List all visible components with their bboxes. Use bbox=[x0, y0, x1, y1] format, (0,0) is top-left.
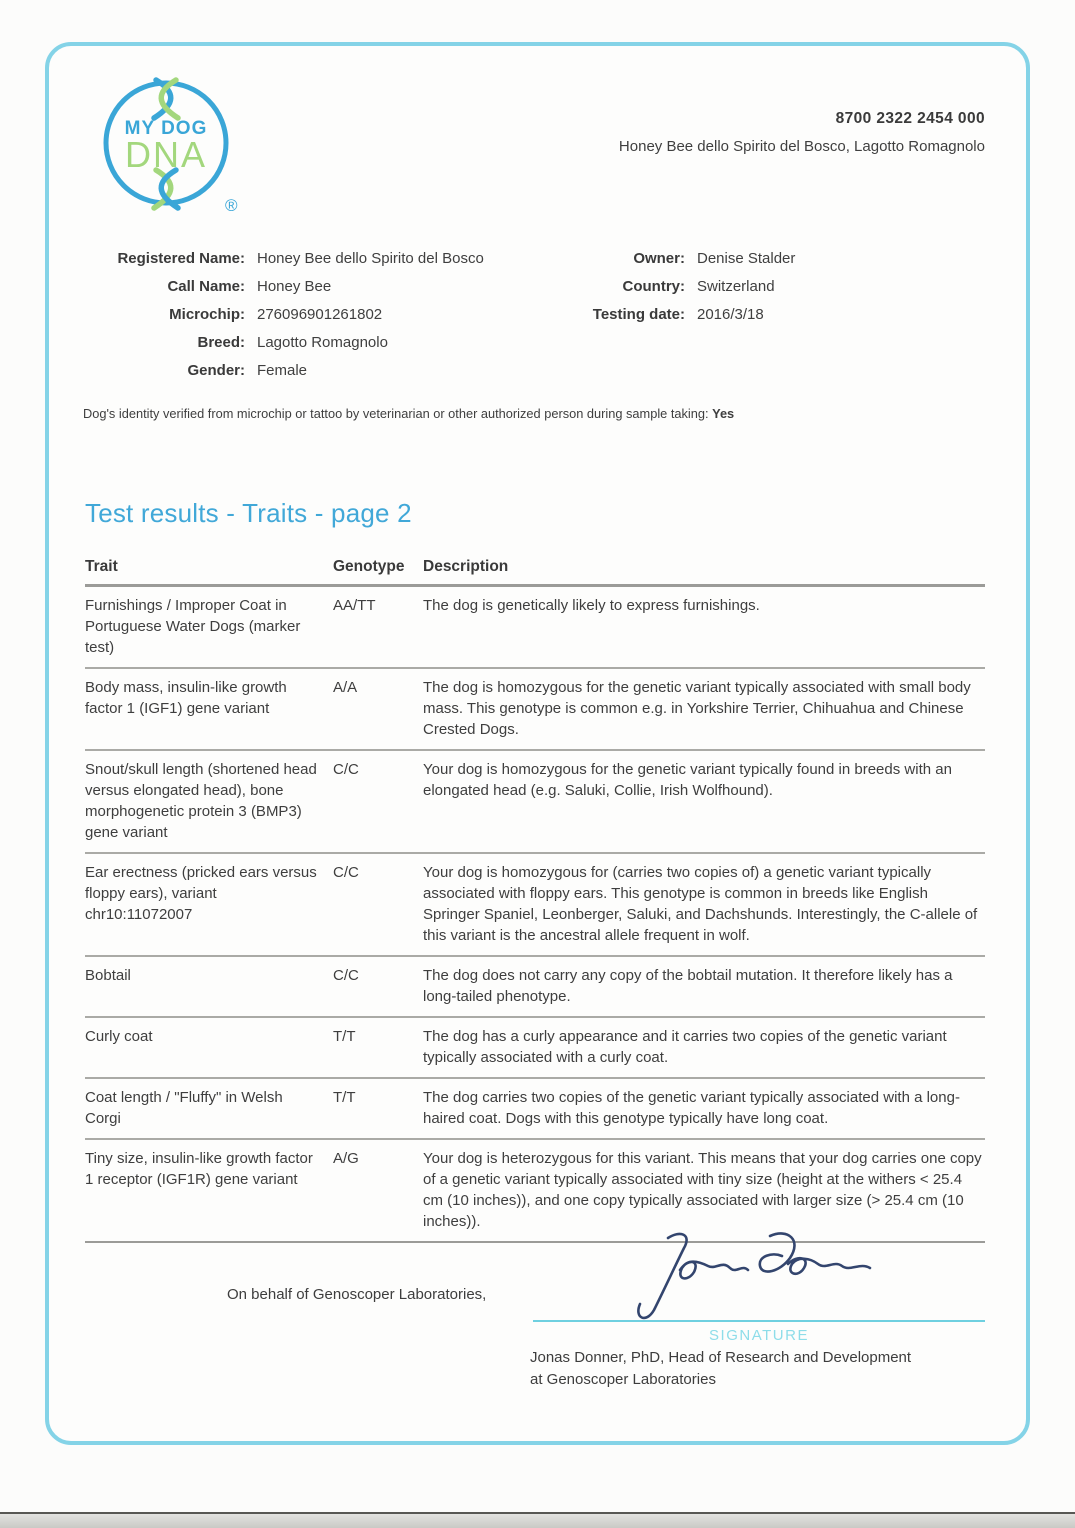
trait-cell: Tiny size, insulin-like growth factor 1 receptor (IGF1R) gene variant bbox=[85, 1150, 313, 1188]
table-body bbox=[85, 587, 985, 1243]
info-row bbox=[430, 278, 795, 295]
description-cell: Your dog is homozygous for (carries two copies of) a genetic variant typically associated with floppy ears. This genotype is common in breeds like English Springer Spaniel, Leonberger, Saluki, and Dachshunds. Interestingly, the C-allele of this variant is the ancestral allele frequent in wolf. bbox=[423, 864, 978, 944]
genotype-cell: C/C bbox=[333, 761, 359, 778]
description-cell: The dog is genetically likely to express furnishings. bbox=[423, 597, 760, 614]
signer-name-title: Jonas Donner, PhD, Head of Research and Development bbox=[530, 1349, 912, 1366]
info-value: 2016/3/18 bbox=[697, 306, 764, 323]
info-row bbox=[430, 250, 795, 267]
trait-cell: Curly coat bbox=[85, 1028, 153, 1045]
info-label: Country: bbox=[622, 278, 685, 295]
genotype-cell: C/C bbox=[333, 967, 359, 984]
info-value: Lagotto Romagnolo bbox=[257, 334, 388, 351]
signer-organization: at Genoscoper Laboratories bbox=[530, 1371, 716, 1388]
scan-edge-artifact bbox=[0, 1512, 1075, 1528]
info-label: Owner: bbox=[633, 250, 685, 267]
report-header-right bbox=[619, 110, 985, 155]
table-header-row bbox=[85, 558, 985, 587]
genotype-cell: A/G bbox=[333, 1150, 359, 1167]
genotype-cell: A/A bbox=[333, 679, 358, 696]
table-row bbox=[85, 854, 985, 957]
description-cell: The dog carries two copies of the genetic variant typically associated with a long-haired coat. Dogs with this genotype typically have long coat. bbox=[423, 1089, 960, 1127]
genotype-cell: C/C bbox=[333, 864, 359, 881]
info-value: Denise Stalder bbox=[697, 250, 796, 267]
info-row bbox=[430, 306, 795, 323]
trait-cell: Bobtail bbox=[85, 967, 131, 984]
mydogdna-logo-graphic bbox=[88, 68, 268, 228]
table-row bbox=[85, 751, 985, 854]
genotype-cell: AA/TT bbox=[333, 597, 376, 614]
info-label: Call Name: bbox=[167, 278, 245, 295]
dog-info-right-column bbox=[430, 250, 795, 334]
info-value: 276096901261802 bbox=[257, 306, 383, 323]
trait-cell: Body mass, insulin-like growth factor 1 (IGF1) gene variant bbox=[85, 679, 287, 717]
trait-cell: Snout/skull length (shortened head versus elongated head), bone morphogenetic protein 3 (BMP3) gene variant bbox=[85, 761, 317, 841]
description-cell: The dog does not carry any copy of the bobtail mutation. It therefore likely has a long-tailed phenotype. bbox=[423, 967, 953, 1005]
info-value: Switzerland bbox=[697, 278, 775, 295]
description-cell: Your dog is homozygous for the genetic variant typically found in breeds with an elongated head (e.g. Saluki, Collie, Irish Wolfhound). bbox=[423, 761, 952, 799]
table-row bbox=[85, 957, 985, 1018]
traits-results-table bbox=[85, 558, 985, 1243]
genotype-cell: T/T bbox=[333, 1028, 356, 1045]
info-row bbox=[85, 250, 484, 267]
column-header-trait: Trait bbox=[85, 558, 118, 575]
trait-cell: Furnishings / Improper Coat in Portuguese Water Dogs (marker test) bbox=[85, 597, 301, 656]
info-value: Honey Bee bbox=[257, 278, 332, 295]
table-row bbox=[85, 1079, 985, 1140]
verification-text: Dog's identity verified from microchip or tattoo by veterinarian or other authorized person during sample taking: bbox=[83, 406, 709, 421]
logo-text-dna: DNA bbox=[124, 134, 208, 175]
info-row bbox=[85, 278, 484, 295]
trait-cell: Coat length / "Fluffy" in Welsh Corgi bbox=[85, 1089, 283, 1127]
report-id-code: 8700 2322 2454 000 bbox=[835, 110, 985, 127]
description-cell: Your dog is heterozygous for this variant. This means that your dog carries one copy of a genetic variant typically associated with tiny size (height at the withers < 25.4 cm (10 inches)), and one copy typically associated with larger size (> 25.4 cm (10 inches)). bbox=[423, 1150, 982, 1230]
table-row bbox=[85, 587, 985, 669]
registered-trademark-icon: ® bbox=[225, 196, 238, 215]
logo-text-mydog: MY DOG bbox=[124, 118, 208, 139]
mydogdna-logo bbox=[88, 68, 268, 228]
info-row bbox=[85, 334, 484, 351]
info-label: Gender: bbox=[187, 362, 245, 379]
on-behalf-text: On behalf of Genoscoper Laboratories, bbox=[227, 1286, 487, 1303]
dog-name-breed-line: Honey Bee dello Spirito del Bosco, Lagotto Romagnolo bbox=[618, 138, 985, 155]
dog-info-left-column bbox=[85, 250, 484, 390]
identity-verification-line bbox=[83, 406, 963, 421]
column-header-description: Description bbox=[423, 558, 509, 575]
signature-label: SIGNATURE bbox=[709, 1327, 809, 1344]
handwritten-signature bbox=[630, 1228, 880, 1328]
info-row bbox=[85, 362, 484, 379]
table-row bbox=[85, 669, 985, 751]
info-row bbox=[85, 306, 484, 323]
info-label: Registered Name: bbox=[117, 250, 245, 267]
info-label: Breed: bbox=[197, 334, 245, 351]
info-label: Testing date: bbox=[592, 306, 685, 323]
description-cell: The dog has a curly appearance and it carries two copies of the genetic variant typically associated with a curly coat. bbox=[423, 1028, 947, 1066]
verification-value: Yes bbox=[712, 406, 735, 421]
genotype-cell: T/T bbox=[333, 1089, 356, 1106]
signature-line bbox=[533, 1320, 985, 1322]
signature-ink-graphic bbox=[630, 1228, 880, 1328]
trait-cell: Ear erectness (pricked ears versus floppy ears), variant chr10:11072007 bbox=[85, 864, 317, 923]
info-value: Honey Bee dello Spirito del Bosco bbox=[257, 250, 484, 267]
description-cell: The dog is homozygous for the genetic variant typically associated with small body mass. This genotype is common e.g. in Yorkshire Terrier, Chihuahua and Chinese Crested Dogs. bbox=[423, 679, 971, 738]
info-value: Female bbox=[257, 362, 308, 379]
table-row bbox=[85, 1018, 985, 1079]
page-title: Test results - Traits - page 2 bbox=[85, 498, 412, 528]
info-label: Microchip: bbox=[169, 306, 245, 323]
signer-identity bbox=[530, 1347, 911, 1391]
column-header-genotype: Genotype bbox=[333, 558, 405, 575]
